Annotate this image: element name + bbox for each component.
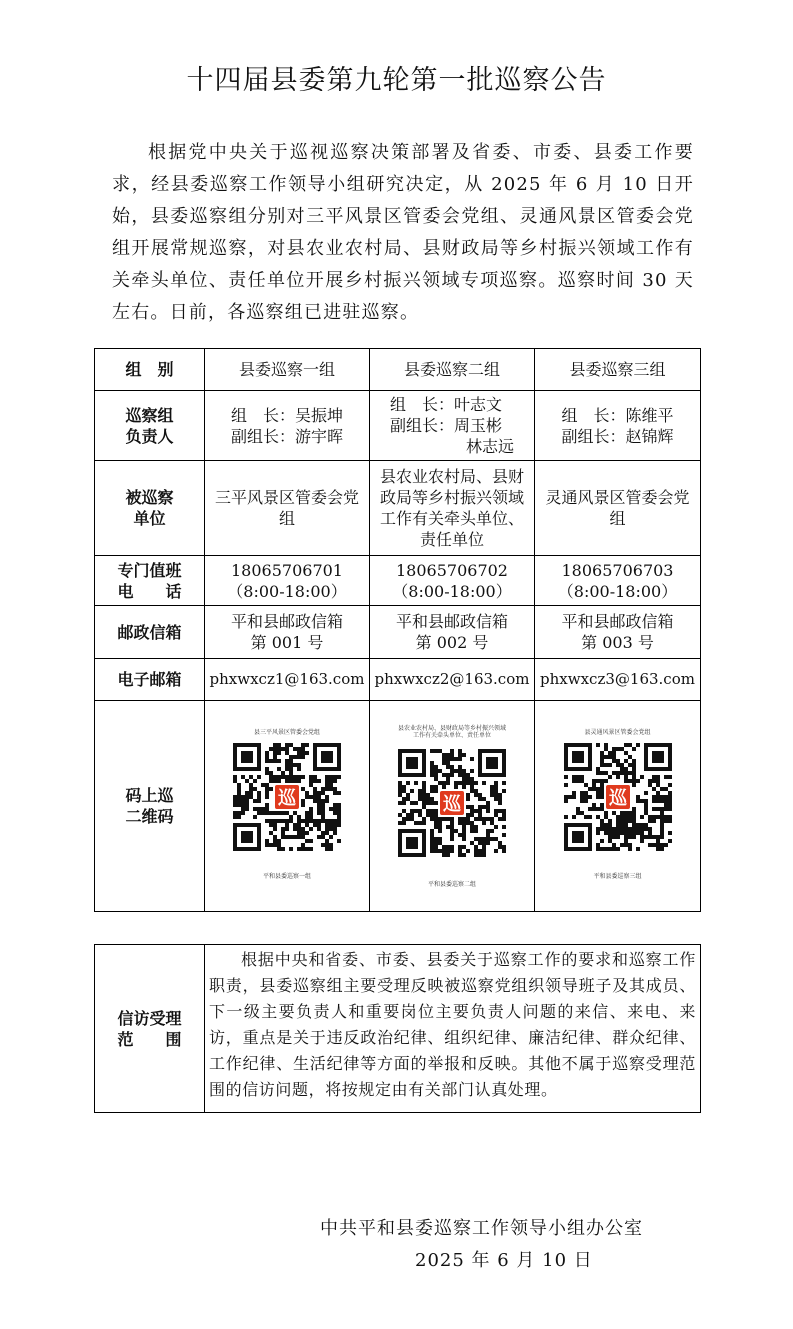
inspected-unit: 三平风景区管委会党组 bbox=[205, 461, 370, 556]
qr-caption: 县三平风景区管委会党组 bbox=[253, 729, 320, 736]
qr-cell bbox=[205, 701, 370, 912]
group-name: 县委巡察二组 bbox=[370, 349, 535, 391]
inspection-groups-table bbox=[94, 348, 701, 912]
duty-phone: 18065706701 （8:00-18:00） bbox=[205, 556, 370, 606]
row-header-leaders: 巡察组 负责人 bbox=[95, 391, 205, 461]
duty-phone: 18065706702 （8:00-18:00） bbox=[370, 556, 535, 606]
row-header-group: 组 别 bbox=[95, 349, 205, 391]
qr-footer: 平和县委巡察三组 bbox=[593, 873, 642, 880]
row-header-postal: 邮政信箱 bbox=[95, 606, 205, 659]
scope-text: 根据中央和省委、市委、县委关于巡察工作的要求和巡察工作职责，县委巡察组主要受理反映被巡察党组织领导班子及其成员、下一级主要负责人和重要岗位主要负责人问题的来信、来电、来访，重点是关于违反政治纪律、组织纪律、廉洁纪律、群众纪律、工作纪律、生活纪律等方面的举报和反映。其他不属于巡察受理范围的信访问题，将按规定由有关部门认真处理。 bbox=[205, 945, 701, 1113]
email-link[interactable]: phxwxcz1@163.com bbox=[205, 659, 370, 701]
group-name: 县委巡察一组 bbox=[205, 349, 370, 391]
email-link[interactable]: phxwxcz3@163.com bbox=[535, 659, 701, 701]
signature-date: 2025 年 6 月 10 日 bbox=[415, 1250, 593, 1271]
table-row bbox=[95, 945, 701, 1113]
postal-box: 平和县邮政信箱 第 002 号 bbox=[370, 606, 535, 659]
inspected-unit: 灵通风景区管委会党组 bbox=[535, 461, 701, 556]
qr-cell bbox=[535, 701, 701, 912]
postal-box: 平和县邮政信箱 第 003 号 bbox=[535, 606, 701, 659]
row-header-qr: 码上巡 二维码 bbox=[95, 701, 205, 912]
announcement-paragraph: 根据党中央关于巡视巡察决策部署及省委、市委、县委工作要求，经县委巡察工作领导小组研究决定，从 2025 年 6 月 10 日开始，县委巡察组分别对三平风景区管委会党组、灵通风景区管委会党组开展常规巡察，对县农业农村局、县财政局等乡村振兴领域工作有关牵头单位、责任单位开展乡村振兴领域专项巡察。巡察时间 30 天左右。日前，各巡察组已进驻巡察。 bbox=[112, 142, 694, 323]
scope-label: 信访受理 范 围 bbox=[95, 945, 205, 1113]
svg-text:巡: 巡 bbox=[443, 794, 461, 815]
postal-box: 平和县邮政信箱 第 001 号 bbox=[205, 606, 370, 659]
group-leaders: 组 长：叶志文 副组长：周玉彬 林志远 bbox=[370, 391, 535, 461]
complaint-scope-table bbox=[94, 944, 701, 1113]
qr-footer: 平和县委巡察一组 bbox=[262, 873, 311, 880]
qr-caption: 县农业农村局、县财政局等乡村振兴领域工作有关牵头单位、责任单位 bbox=[398, 725, 507, 739]
table-row bbox=[95, 701, 701, 912]
inspected-unit: 县农业农村局、县财政局等乡村振兴领域工作有关牵头单位、责任单位 bbox=[370, 461, 535, 556]
qr-footer: 平和县委巡察二组 bbox=[427, 881, 476, 888]
table-row bbox=[95, 391, 701, 461]
row-header-target: 被巡察 单位 bbox=[95, 461, 205, 556]
qr-code-icon[interactable] bbox=[564, 743, 672, 851]
page-title: 十四届县委第九轮第一批巡察公告 bbox=[186, 65, 607, 96]
row-header-email: 电子邮箱 bbox=[95, 659, 205, 701]
email-link[interactable]: phxwxcz2@163.com bbox=[370, 659, 535, 701]
duty-phone: 18065706703 （8:00-18:00） bbox=[535, 556, 701, 606]
table-row bbox=[95, 349, 701, 391]
qr-code-icon[interactable] bbox=[398, 749, 506, 857]
table-row bbox=[95, 606, 701, 659]
group-leaders: 组 长：陈维平 副组长：赵锦辉 bbox=[535, 391, 701, 461]
svg-text:巡: 巡 bbox=[278, 788, 296, 809]
signature-org: 中共平和县委巡察工作领导小组办公室 bbox=[320, 1218, 643, 1239]
table-row bbox=[95, 556, 701, 606]
qr-code-icon[interactable] bbox=[233, 743, 341, 851]
row-header-phone: 专门值班 电 话 bbox=[95, 556, 205, 606]
group-leaders: 组 长：吴振坤 副组长：游宇晖 bbox=[205, 391, 370, 461]
table-row bbox=[95, 461, 701, 556]
svg-text:巡: 巡 bbox=[608, 788, 627, 809]
qr-cell bbox=[370, 701, 535, 912]
table-row bbox=[95, 659, 701, 701]
group-name: 县委巡察三组 bbox=[535, 349, 701, 391]
qr-caption: 县灵通风景区管委会党组 bbox=[584, 729, 651, 736]
